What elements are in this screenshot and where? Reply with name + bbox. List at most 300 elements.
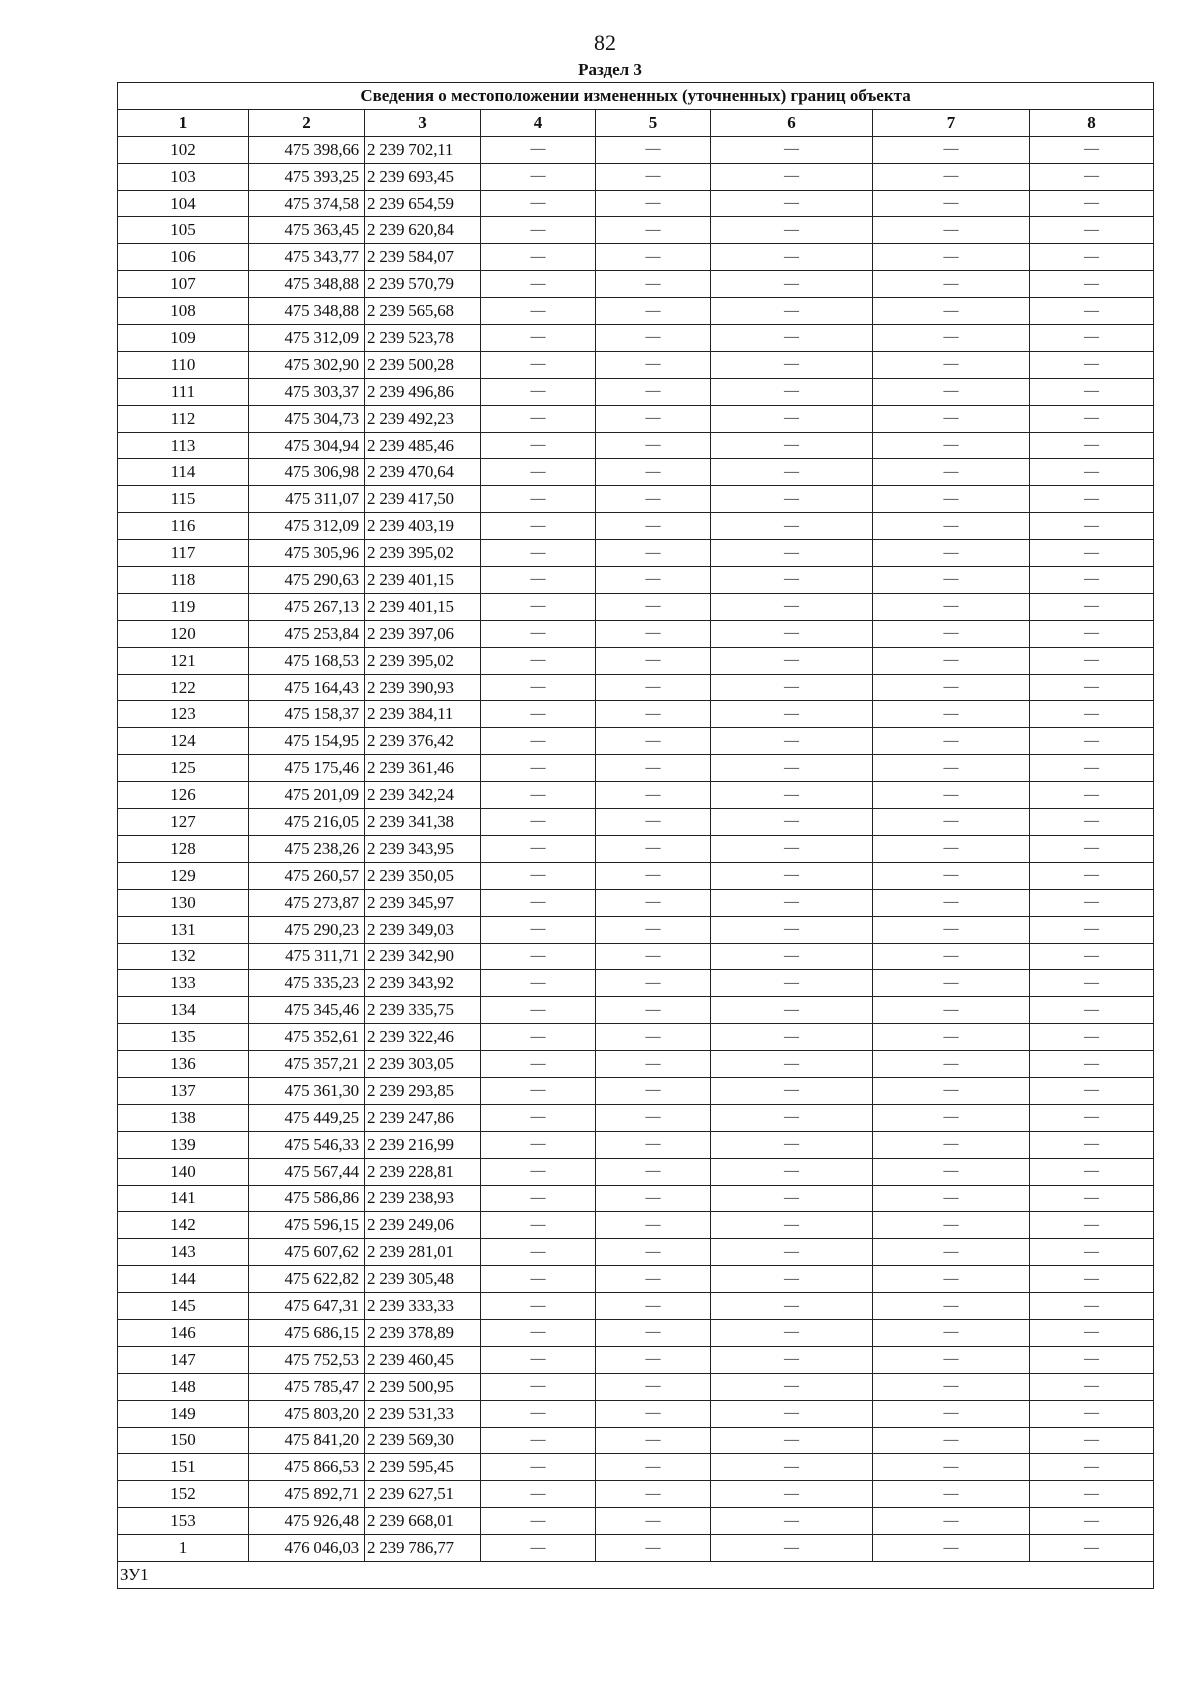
point-number-cell: 1	[118, 1535, 249, 1562]
x-coordinate-cell: 476 046,03	[249, 1535, 365, 1562]
point-number-cell: 142	[118, 1212, 249, 1239]
empty-dash-cell: —	[873, 325, 1030, 352]
empty-dash-cell: —	[1030, 701, 1154, 728]
table-row	[118, 1077, 1154, 1104]
table-body	[118, 136, 1154, 1561]
table-row	[118, 943, 1154, 970]
y-coordinate-cell: 2 239 401,15	[365, 593, 481, 620]
point-number-cell: 153	[118, 1508, 249, 1535]
empty-dash-cell: —	[1030, 1158, 1154, 1185]
table-row	[118, 567, 1154, 594]
empty-dash-cell: —	[711, 217, 873, 244]
point-number-cell: 139	[118, 1131, 249, 1158]
point-number-cell: 140	[118, 1158, 249, 1185]
table-row	[118, 862, 1154, 889]
empty-dash-cell: —	[1030, 217, 1154, 244]
point-number-cell: 127	[118, 809, 249, 836]
x-coordinate-cell: 475 158,37	[249, 701, 365, 728]
x-coordinate-cell: 475 622,82	[249, 1266, 365, 1293]
empty-dash-cell: —	[1030, 997, 1154, 1024]
empty-dash-cell: —	[873, 1454, 1030, 1481]
column-header: 4	[481, 109, 596, 136]
empty-dash-cell: —	[596, 943, 711, 970]
x-coordinate-cell: 475 311,71	[249, 943, 365, 970]
empty-dash-cell: —	[596, 190, 711, 217]
empty-dash-cell: —	[596, 1185, 711, 1212]
empty-dash-cell: —	[711, 1266, 873, 1293]
empty-dash-cell: —	[596, 567, 711, 594]
empty-dash-cell: —	[596, 244, 711, 271]
table-row	[118, 190, 1154, 217]
empty-dash-cell: —	[873, 1104, 1030, 1131]
table-row	[118, 916, 1154, 943]
parcel-label: ЗУ1	[118, 1561, 1154, 1588]
table-row	[118, 486, 1154, 513]
empty-dash-cell: —	[481, 459, 596, 486]
x-coordinate-cell: 475 164,43	[249, 674, 365, 701]
y-coordinate-cell: 2 239 569,30	[365, 1427, 481, 1454]
table-row	[118, 1024, 1154, 1051]
y-coordinate-cell: 2 239 228,81	[365, 1158, 481, 1185]
empty-dash-cell: —	[873, 459, 1030, 486]
empty-dash-cell: —	[481, 217, 596, 244]
column-header: 7	[873, 109, 1030, 136]
point-number-cell: 151	[118, 1454, 249, 1481]
y-coordinate-cell: 2 239 702,11	[365, 136, 481, 163]
y-coordinate-cell: 2 239 584,07	[365, 244, 481, 271]
table-row	[118, 1266, 1154, 1293]
empty-dash-cell: —	[481, 540, 596, 567]
y-coordinate-cell: 2 239 401,15	[365, 567, 481, 594]
empty-dash-cell: —	[711, 459, 873, 486]
x-coordinate-cell: 475 841,20	[249, 1427, 365, 1454]
empty-dash-cell: —	[1030, 1400, 1154, 1427]
point-number-cell: 133	[118, 970, 249, 997]
table-row	[118, 593, 1154, 620]
empty-dash-cell: —	[711, 298, 873, 325]
table-row	[118, 728, 1154, 755]
empty-dash-cell: —	[1030, 1454, 1154, 1481]
x-coordinate-cell: 475 363,45	[249, 217, 365, 244]
y-coordinate-cell: 2 239 293,85	[365, 1077, 481, 1104]
empty-dash-cell: —	[711, 997, 873, 1024]
y-coordinate-cell: 2 239 303,05	[365, 1051, 481, 1078]
empty-dash-cell: —	[711, 244, 873, 271]
x-coordinate-cell: 475 348,88	[249, 271, 365, 298]
empty-dash-cell: —	[596, 1077, 711, 1104]
empty-dash-cell: —	[711, 567, 873, 594]
table-row	[118, 432, 1154, 459]
empty-dash-cell: —	[481, 513, 596, 540]
y-coordinate-cell: 2 239 249,06	[365, 1212, 481, 1239]
point-number-cell: 106	[118, 244, 249, 271]
empty-dash-cell: —	[711, 620, 873, 647]
empty-dash-cell: —	[481, 1427, 596, 1454]
point-number-cell: 129	[118, 862, 249, 889]
x-coordinate-cell: 475 449,25	[249, 1104, 365, 1131]
point-number-cell: 119	[118, 593, 249, 620]
empty-dash-cell: —	[711, 916, 873, 943]
table-row	[118, 244, 1154, 271]
point-number-cell: 134	[118, 997, 249, 1024]
empty-dash-cell: —	[1030, 809, 1154, 836]
table-row	[118, 1158, 1154, 1185]
empty-dash-cell: —	[596, 1373, 711, 1400]
table-row	[118, 970, 1154, 997]
empty-dash-cell: —	[873, 1024, 1030, 1051]
x-coordinate-cell: 475 752,53	[249, 1346, 365, 1373]
empty-dash-cell: —	[481, 1185, 596, 1212]
empty-dash-cell: —	[596, 1158, 711, 1185]
empty-dash-cell: —	[873, 1077, 1030, 1104]
point-number-cell: 144	[118, 1266, 249, 1293]
empty-dash-cell: —	[873, 351, 1030, 378]
x-coordinate-cell: 475 866,53	[249, 1454, 365, 1481]
empty-dash-cell: —	[711, 1024, 873, 1051]
table-row	[118, 1212, 1154, 1239]
y-coordinate-cell: 2 239 627,51	[365, 1481, 481, 1508]
empty-dash-cell: —	[1030, 1104, 1154, 1131]
y-coordinate-cell: 2 239 565,68	[365, 298, 481, 325]
empty-dash-cell: —	[596, 217, 711, 244]
empty-dash-cell: —	[481, 1131, 596, 1158]
y-coordinate-cell: 2 239 343,92	[365, 970, 481, 997]
empty-dash-cell: —	[596, 1131, 711, 1158]
empty-dash-cell: —	[1030, 1481, 1154, 1508]
empty-dash-cell: —	[711, 1508, 873, 1535]
empty-dash-cell: —	[873, 1266, 1030, 1293]
x-coordinate-cell: 475 290,23	[249, 916, 365, 943]
empty-dash-cell: —	[873, 862, 1030, 889]
empty-dash-cell: —	[481, 1239, 596, 1266]
empty-dash-cell: —	[711, 970, 873, 997]
empty-dash-cell: —	[596, 1319, 711, 1346]
empty-dash-cell: —	[873, 1319, 1030, 1346]
point-number-cell: 116	[118, 513, 249, 540]
table-caption: Сведения о местоположении измененных (уточненных) границ объекта	[118, 83, 1154, 110]
empty-dash-cell: —	[873, 298, 1030, 325]
x-coordinate-cell: 475 803,20	[249, 1400, 365, 1427]
empty-dash-cell: —	[481, 136, 596, 163]
empty-dash-cell: —	[596, 1051, 711, 1078]
empty-dash-cell: —	[1030, 1508, 1154, 1535]
y-coordinate-cell: 2 239 390,93	[365, 674, 481, 701]
empty-dash-cell: —	[873, 405, 1030, 432]
x-coordinate-cell: 475 398,66	[249, 136, 365, 163]
empty-dash-cell: —	[596, 620, 711, 647]
empty-dash-cell: —	[481, 620, 596, 647]
empty-dash-cell: —	[481, 889, 596, 916]
point-number-cell: 137	[118, 1077, 249, 1104]
empty-dash-cell: —	[1030, 1535, 1154, 1562]
empty-dash-cell: —	[481, 378, 596, 405]
table-row	[118, 351, 1154, 378]
empty-dash-cell: —	[596, 674, 711, 701]
empty-dash-cell: —	[1030, 1024, 1154, 1051]
x-coordinate-cell: 475 175,46	[249, 755, 365, 782]
empty-dash-cell: —	[873, 1481, 1030, 1508]
point-number-cell: 149	[118, 1400, 249, 1427]
empty-dash-cell: —	[1030, 244, 1154, 271]
empty-dash-cell: —	[711, 593, 873, 620]
empty-dash-cell: —	[1030, 405, 1154, 432]
empty-dash-cell: —	[596, 997, 711, 1024]
table-row	[118, 782, 1154, 809]
y-coordinate-cell: 2 239 470,64	[365, 459, 481, 486]
point-number-cell: 103	[118, 163, 249, 190]
table-row	[118, 701, 1154, 728]
empty-dash-cell: —	[481, 809, 596, 836]
table-row	[118, 298, 1154, 325]
empty-dash-cell: —	[873, 674, 1030, 701]
x-coordinate-cell: 475 216,05	[249, 809, 365, 836]
table-row	[118, 405, 1154, 432]
x-coordinate-cell: 475 352,61	[249, 1024, 365, 1051]
y-coordinate-cell: 2 239 345,97	[365, 889, 481, 916]
empty-dash-cell: —	[1030, 351, 1154, 378]
empty-dash-cell: —	[873, 889, 1030, 916]
footer-row	[118, 1561, 1154, 1588]
point-number-cell: 122	[118, 674, 249, 701]
empty-dash-cell: —	[873, 378, 1030, 405]
empty-dash-cell: —	[596, 701, 711, 728]
column-header: 3	[365, 109, 481, 136]
point-number-cell: 148	[118, 1373, 249, 1400]
empty-dash-cell: —	[481, 1481, 596, 1508]
x-coordinate-cell: 475 305,96	[249, 540, 365, 567]
y-coordinate-cell: 2 239 343,95	[365, 835, 481, 862]
coordinates-table	[117, 82, 1154, 1589]
empty-dash-cell: —	[481, 997, 596, 1024]
empty-dash-cell: —	[1030, 1212, 1154, 1239]
empty-dash-cell: —	[1030, 1319, 1154, 1346]
y-coordinate-cell: 2 239 531,33	[365, 1400, 481, 1427]
empty-dash-cell: —	[873, 916, 1030, 943]
empty-dash-cell: —	[711, 1400, 873, 1427]
table-row	[118, 1185, 1154, 1212]
point-number-cell: 105	[118, 217, 249, 244]
empty-dash-cell: —	[1030, 298, 1154, 325]
empty-dash-cell: —	[1030, 1051, 1154, 1078]
empty-dash-cell: —	[481, 1266, 596, 1293]
empty-dash-cell: —	[481, 1400, 596, 1427]
empty-dash-cell: —	[1030, 862, 1154, 889]
empty-dash-cell: —	[873, 1293, 1030, 1320]
y-coordinate-cell: 2 239 397,06	[365, 620, 481, 647]
empty-dash-cell: —	[596, 163, 711, 190]
empty-dash-cell: —	[873, 1400, 1030, 1427]
empty-dash-cell: —	[596, 1239, 711, 1266]
empty-dash-cell: —	[873, 244, 1030, 271]
empty-dash-cell: —	[596, 432, 711, 459]
y-coordinate-cell: 2 239 349,03	[365, 916, 481, 943]
empty-dash-cell: —	[596, 916, 711, 943]
point-number-cell: 135	[118, 1024, 249, 1051]
empty-dash-cell: —	[873, 835, 1030, 862]
empty-dash-cell: —	[711, 1346, 873, 1373]
empty-dash-cell: —	[596, 782, 711, 809]
empty-dash-cell: —	[481, 1104, 596, 1131]
point-number-cell: 128	[118, 835, 249, 862]
empty-dash-cell: —	[481, 1212, 596, 1239]
table-row	[118, 325, 1154, 352]
x-coordinate-cell: 475 343,77	[249, 244, 365, 271]
empty-dash-cell: —	[711, 1454, 873, 1481]
table-row	[118, 1293, 1154, 1320]
column-header: 5	[596, 109, 711, 136]
y-coordinate-cell: 2 239 395,02	[365, 540, 481, 567]
empty-dash-cell: —	[711, 1051, 873, 1078]
empty-dash-cell: —	[481, 325, 596, 352]
empty-dash-cell: —	[711, 136, 873, 163]
empty-dash-cell: —	[481, 674, 596, 701]
y-coordinate-cell: 2 239 238,93	[365, 1185, 481, 1212]
empty-dash-cell: —	[873, 1427, 1030, 1454]
y-coordinate-cell: 2 239 281,01	[365, 1239, 481, 1266]
empty-dash-cell: —	[481, 1508, 596, 1535]
empty-dash-cell: —	[1030, 1427, 1154, 1454]
table-row	[118, 513, 1154, 540]
empty-dash-cell: —	[1030, 593, 1154, 620]
point-number-cell: 123	[118, 701, 249, 728]
column-header: 2	[249, 109, 365, 136]
empty-dash-cell: —	[873, 782, 1030, 809]
table-row	[118, 755, 1154, 782]
empty-dash-cell: —	[711, 1104, 873, 1131]
empty-dash-cell: —	[711, 728, 873, 755]
x-coordinate-cell: 475 290,63	[249, 567, 365, 594]
table-row	[118, 271, 1154, 298]
empty-dash-cell: —	[481, 1535, 596, 1562]
empty-dash-cell: —	[711, 540, 873, 567]
empty-dash-cell: —	[596, 351, 711, 378]
empty-dash-cell: —	[873, 1373, 1030, 1400]
empty-dash-cell: —	[873, 1535, 1030, 1562]
empty-dash-cell: —	[711, 943, 873, 970]
empty-dash-cell: —	[1030, 1266, 1154, 1293]
empty-dash-cell: —	[1030, 1077, 1154, 1104]
point-number-cell: 125	[118, 755, 249, 782]
x-coordinate-cell: 475 303,37	[249, 378, 365, 405]
x-coordinate-cell: 475 361,30	[249, 1077, 365, 1104]
point-number-cell: 143	[118, 1239, 249, 1266]
y-coordinate-cell: 2 239 485,46	[365, 432, 481, 459]
empty-dash-cell: —	[873, 1185, 1030, 1212]
point-number-cell: 113	[118, 432, 249, 459]
empty-dash-cell: —	[711, 1293, 873, 1320]
y-coordinate-cell: 2 239 247,86	[365, 1104, 481, 1131]
table-row	[118, 1373, 1154, 1400]
x-coordinate-cell: 475 306,98	[249, 459, 365, 486]
x-coordinate-cell: 475 686,15	[249, 1319, 365, 1346]
empty-dash-cell: —	[711, 513, 873, 540]
empty-dash-cell: —	[711, 674, 873, 701]
y-coordinate-cell: 2 239 342,24	[365, 782, 481, 809]
empty-dash-cell: —	[596, 378, 711, 405]
column-header: 6	[711, 109, 873, 136]
empty-dash-cell: —	[711, 1481, 873, 1508]
point-number-cell: 121	[118, 647, 249, 674]
table-row	[118, 1535, 1154, 1562]
point-number-cell: 152	[118, 1481, 249, 1508]
empty-dash-cell: —	[1030, 916, 1154, 943]
empty-dash-cell: —	[481, 1373, 596, 1400]
caption-row	[118, 83, 1154, 110]
point-number-cell: 136	[118, 1051, 249, 1078]
x-coordinate-cell: 475 154,95	[249, 728, 365, 755]
table-row	[118, 217, 1154, 244]
empty-dash-cell: —	[596, 405, 711, 432]
x-coordinate-cell: 475 546,33	[249, 1131, 365, 1158]
empty-dash-cell: —	[596, 970, 711, 997]
empty-dash-cell: —	[1030, 378, 1154, 405]
empty-dash-cell: —	[596, 1454, 711, 1481]
empty-dash-cell: —	[873, 1346, 1030, 1373]
empty-dash-cell: —	[711, 701, 873, 728]
column-header-row	[118, 109, 1154, 136]
empty-dash-cell: —	[1030, 136, 1154, 163]
empty-dash-cell: —	[1030, 325, 1154, 352]
empty-dash-cell: —	[1030, 1185, 1154, 1212]
empty-dash-cell: —	[711, 647, 873, 674]
y-coordinate-cell: 2 239 654,59	[365, 190, 481, 217]
empty-dash-cell: —	[873, 755, 1030, 782]
empty-dash-cell: —	[481, 755, 596, 782]
empty-dash-cell: —	[711, 325, 873, 352]
empty-dash-cell: —	[1030, 782, 1154, 809]
point-number-cell: 114	[118, 459, 249, 486]
y-coordinate-cell: 2 239 595,45	[365, 1454, 481, 1481]
empty-dash-cell: —	[596, 1293, 711, 1320]
empty-dash-cell: —	[481, 1024, 596, 1051]
table-row	[118, 647, 1154, 674]
empty-dash-cell: —	[481, 351, 596, 378]
empty-dash-cell: —	[873, 701, 1030, 728]
y-coordinate-cell: 2 239 620,84	[365, 217, 481, 244]
empty-dash-cell: —	[481, 405, 596, 432]
y-coordinate-cell: 2 239 668,01	[365, 1508, 481, 1535]
point-number-cell: 141	[118, 1185, 249, 1212]
y-coordinate-cell: 2 239 350,05	[365, 862, 481, 889]
empty-dash-cell: —	[1030, 970, 1154, 997]
empty-dash-cell: —	[596, 1400, 711, 1427]
x-coordinate-cell: 475 260,57	[249, 862, 365, 889]
y-coordinate-cell: 2 239 403,19	[365, 513, 481, 540]
empty-dash-cell: —	[596, 1212, 711, 1239]
empty-dash-cell: —	[481, 835, 596, 862]
y-coordinate-cell: 2 239 786,77	[365, 1535, 481, 1562]
empty-dash-cell: —	[711, 1535, 873, 1562]
empty-dash-cell: —	[873, 620, 1030, 647]
empty-dash-cell: —	[711, 1185, 873, 1212]
point-number-cell: 145	[118, 1293, 249, 1320]
empty-dash-cell: —	[873, 486, 1030, 513]
section-title: Раздел 3	[578, 60, 642, 79]
x-coordinate-cell: 475 647,31	[249, 1293, 365, 1320]
x-coordinate-cell: 475 892,71	[249, 1481, 365, 1508]
empty-dash-cell: —	[711, 1427, 873, 1454]
empty-dash-cell: —	[481, 1051, 596, 1078]
empty-dash-cell: —	[1030, 567, 1154, 594]
table-row	[118, 1508, 1154, 1535]
table-row	[118, 1104, 1154, 1131]
empty-dash-cell: —	[596, 1508, 711, 1535]
empty-dash-cell: —	[1030, 271, 1154, 298]
table-row	[118, 459, 1154, 486]
empty-dash-cell: —	[711, 809, 873, 836]
table-row	[118, 1427, 1154, 1454]
empty-dash-cell: —	[1030, 1239, 1154, 1266]
